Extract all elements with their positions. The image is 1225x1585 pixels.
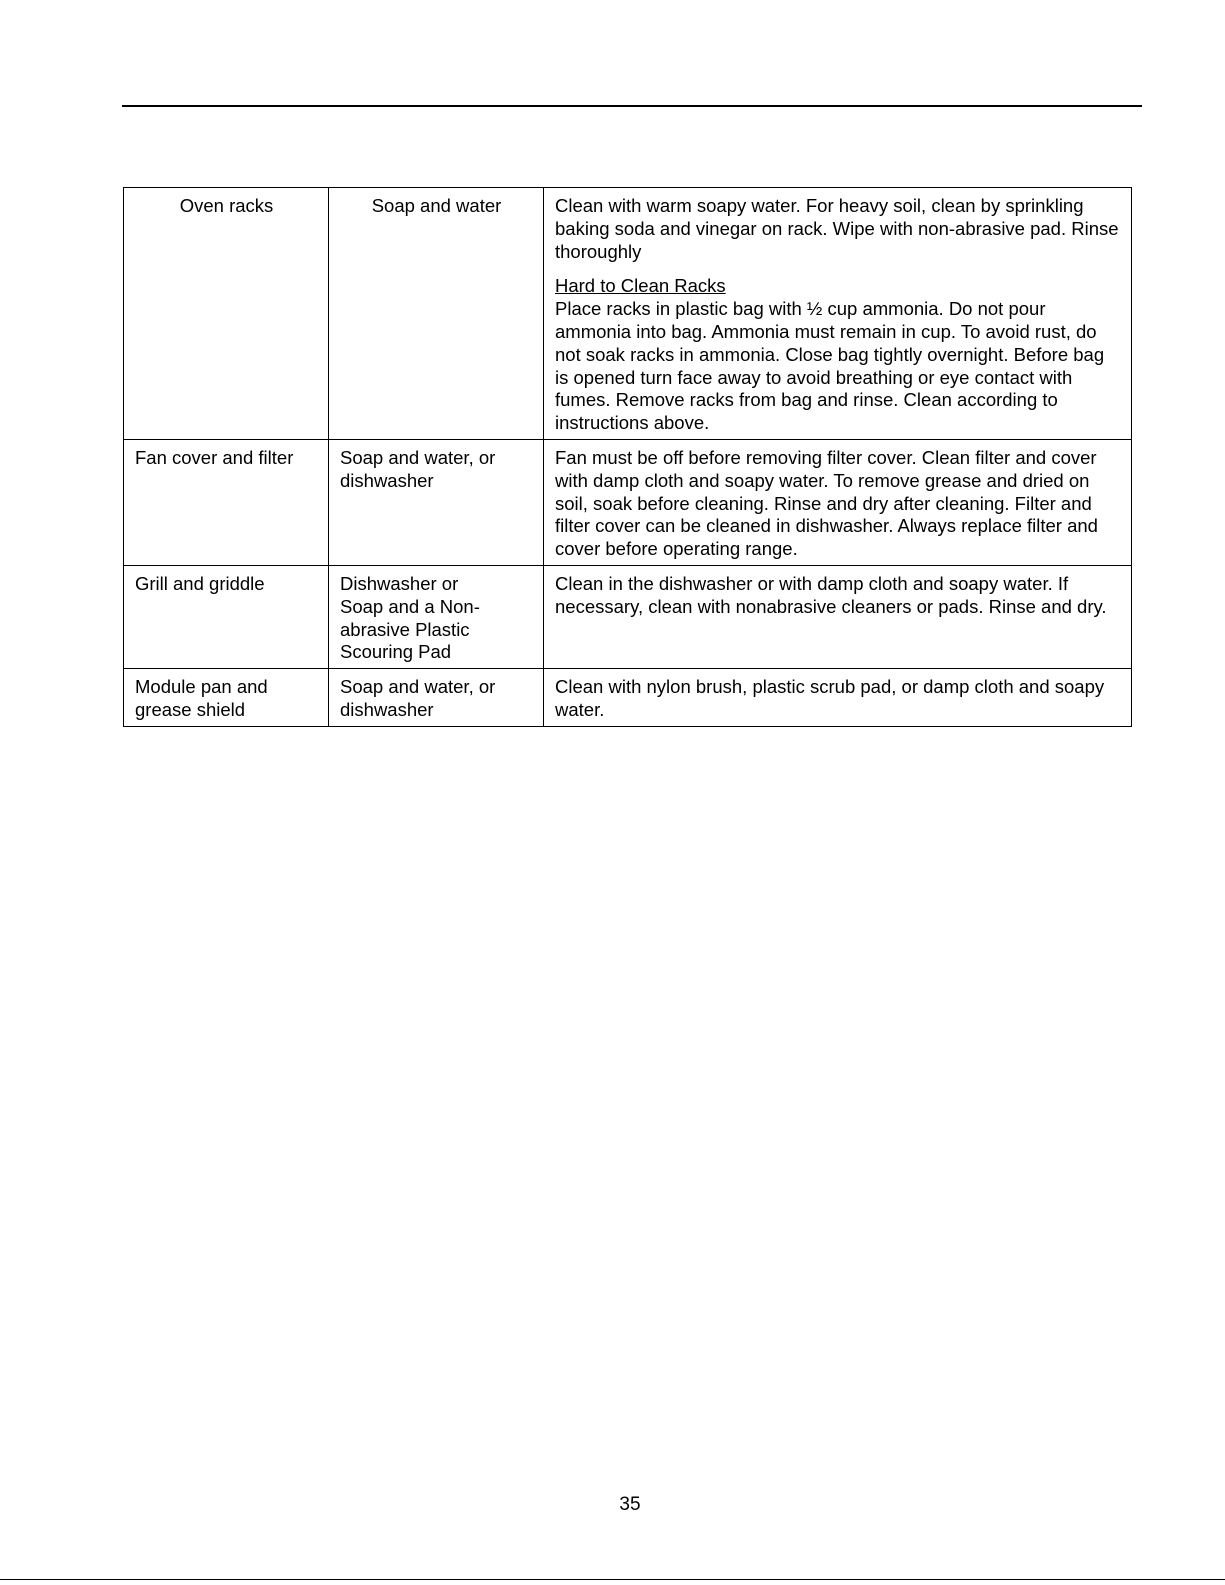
instructions-cell: Clean in the dishwasher or with damp cloth and soapy water. If necessary, clean with nonabrasive cleaners or pads. Rinse and dry.	[544, 565, 1132, 668]
cleaner-cell	[329, 565, 544, 668]
part-cell: Grill and griddle	[124, 565, 329, 668]
sub-instructions-text: Place racks in plastic bag with ½ cup ammonia. Do not pour ammonia into bag. Ammonia must remain in cup. To avoid rust, do not soak racks in ammonia. Close bag tightly overnight. Before bag is opened turn face away to avoid breathing or eye contact with fumes. Remove racks from bag and rinse. Clean according to instructions above.	[555, 298, 1105, 434]
instructions-cell	[544, 188, 1132, 440]
cleaner-line: Scouring Pad	[340, 641, 452, 663]
cleaner-cell: Soap and water	[329, 188, 544, 440]
part-cell: Oven racks	[124, 188, 329, 440]
sub-heading: Hard to Clean Racks	[555, 275, 726, 297]
part-cell: Module pan and grease shield	[124, 669, 329, 727]
cleaner-line: abrasive Plastic	[340, 618, 470, 640]
cleaner-line: Dishwasher or	[340, 572, 459, 594]
table-row	[124, 188, 1132, 440]
instructions-text: Clean with warm soapy water. For heavy soil, clean by sprinkling baking soda and vinegar on rack. Wipe with non-abrasive pad. Rinse thoroughly	[555, 195, 1119, 262]
cleaner-line: Soap and a Non-	[340, 595, 480, 617]
cleaner-cell: Soap and water, or dishwasher	[329, 669, 544, 727]
table-row	[124, 565, 1132, 668]
table-row	[124, 669, 1132, 727]
cleaner-cell: Soap and water, or dishwasher	[329, 439, 544, 565]
table-row	[124, 439, 1132, 565]
footer-rule	[0, 1579, 1225, 1580]
cleaning-table	[123, 187, 1132, 727]
instructions-cell: Clean with nylon brush, plastic scrub pad, or damp cloth and soapy water.	[544, 669, 1132, 727]
part-cell: Fan cover and filter	[124, 439, 329, 565]
header-rule	[122, 105, 1142, 107]
instructions-cell: Fan must be off before removing filter cover. Clean filter and cover with damp cloth and soapy water. To remove grease and dried on soil, soak before cleaning. Rinse and dry after cleaning. Filter and filter cover can be cleaned in dishwasher. Always replace filter and cover before operating range.	[544, 439, 1132, 565]
page-number: 35	[619, 1494, 641, 1515]
